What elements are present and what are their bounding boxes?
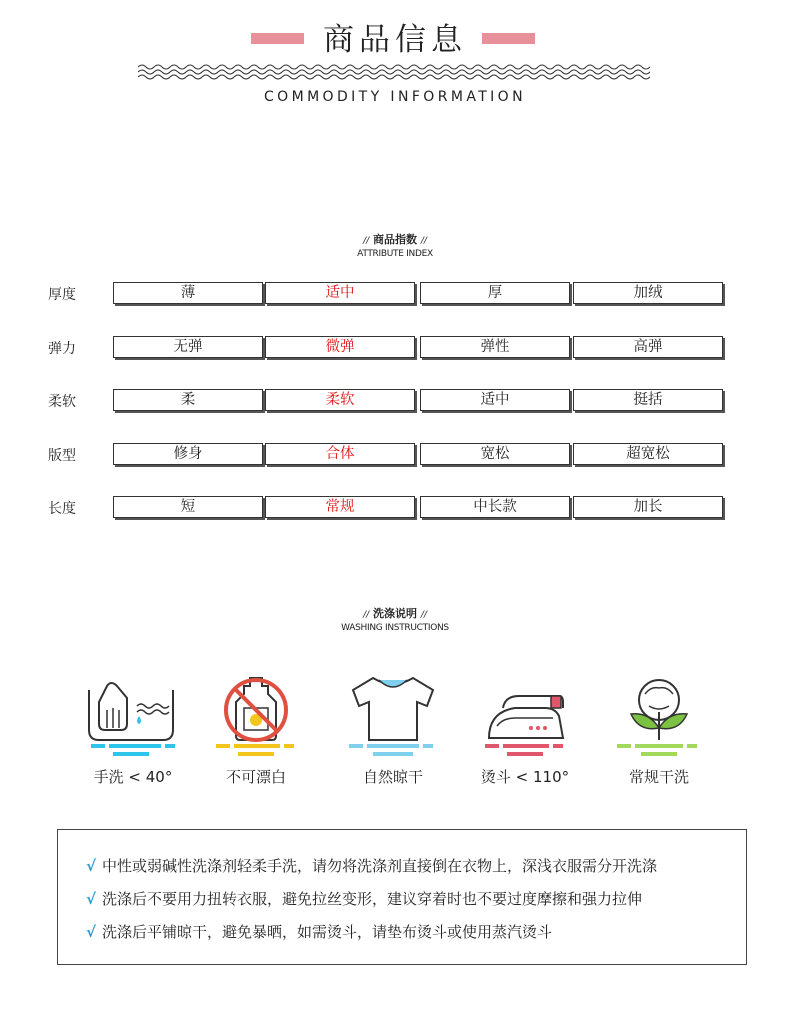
attribute-row-label: 厚度 bbox=[48, 287, 76, 303]
attribute-section-title: // 商品指数 // bbox=[363, 233, 427, 246]
note-item: √ 洗涤后平铺晾干，避免暴晒，如需烫斗，请垫布烫斗或使用蒸汽烫斗 bbox=[86, 923, 553, 941]
washing-section-title: // 洗涤说明 // bbox=[363, 607, 427, 620]
attribute-option-cell: 中长款 bbox=[420, 496, 570, 518]
attribute-option-cell: 修身 bbox=[113, 443, 263, 465]
attribute-row-label: 柔软 bbox=[48, 394, 76, 410]
attribute-option-cell: 宽松 bbox=[420, 443, 570, 465]
cotton-icon bbox=[609, 672, 709, 762]
iron-label: 烫斗 < 110° bbox=[480, 768, 570, 786]
tshirt-dry-icon bbox=[343, 672, 443, 762]
no-bleach-icon bbox=[206, 672, 306, 762]
cotton-label: 常规干洗 bbox=[628, 768, 689, 786]
hand-wash-label: 手洗 < 40° bbox=[93, 768, 173, 786]
attribute-option-cell: 弹性 bbox=[420, 336, 570, 358]
attribute-option-cell: 薄 bbox=[113, 282, 263, 304]
attribute-option-cell: 适中 bbox=[420, 389, 570, 411]
attribute-option-cell: 适中 bbox=[265, 282, 415, 304]
wave-divider bbox=[138, 62, 650, 82]
washing-section-subtitle: WASHING INSTRUCTIONS bbox=[341, 623, 449, 633]
check-icon: √ bbox=[86, 923, 97, 941]
hand-wash-icon bbox=[83, 672, 183, 762]
iron-icon bbox=[475, 672, 575, 762]
page-title: 商品信息 bbox=[323, 22, 467, 58]
header-decor-bar-left bbox=[251, 33, 304, 44]
attribute-option-cell: 无弹 bbox=[113, 336, 263, 358]
attribute-option-cell: 厚 bbox=[420, 282, 570, 304]
attribute-option-cell: 加长 bbox=[573, 496, 723, 518]
attribute-option-cell: 柔软 bbox=[265, 389, 415, 411]
attribute-section-subtitle: ATTRIBUTE INDEX bbox=[357, 249, 433, 259]
attribute-option-cell: 微弹 bbox=[265, 336, 415, 358]
attribute-option-cell: 高弹 bbox=[573, 336, 723, 358]
attribute-option-cell: 挺括 bbox=[573, 389, 723, 411]
attribute-row-label: 弹力 bbox=[48, 341, 76, 357]
header-decor-bar-right bbox=[482, 33, 535, 44]
check-icon: √ bbox=[86, 857, 97, 875]
note-item: √ 洗涤后不要用力扭转衣服，避免拉丝变形，建议穿着时也不要过度摩擦和强力拉伸 bbox=[86, 890, 643, 908]
attribute-row-label: 长度 bbox=[48, 501, 76, 517]
attribute-option-cell: 合体 bbox=[265, 443, 415, 465]
no-bleach-label: 不可漂白 bbox=[225, 768, 286, 786]
tshirt-dry-label: 自然晾干 bbox=[362, 768, 423, 786]
attribute-option-cell: 短 bbox=[113, 496, 263, 518]
washing-notes-box bbox=[57, 829, 747, 965]
page-subtitle: COMMODITY INFORMATION bbox=[264, 89, 526, 105]
check-icon: √ bbox=[86, 890, 97, 908]
attribute-option-cell: 超宽松 bbox=[573, 443, 723, 465]
note-item: √ 中性或弱碱性洗涤剂轻柔手洗，请勿将洗涤剂直接倒在衣物上，深浅衣服需分开洗涤 bbox=[86, 857, 658, 875]
attribute-row-label: 版型 bbox=[48, 448, 76, 464]
attribute-option-cell: 柔 bbox=[113, 389, 263, 411]
attribute-option-cell: 加绒 bbox=[573, 282, 723, 304]
attribute-option-cell: 常规 bbox=[265, 496, 415, 518]
